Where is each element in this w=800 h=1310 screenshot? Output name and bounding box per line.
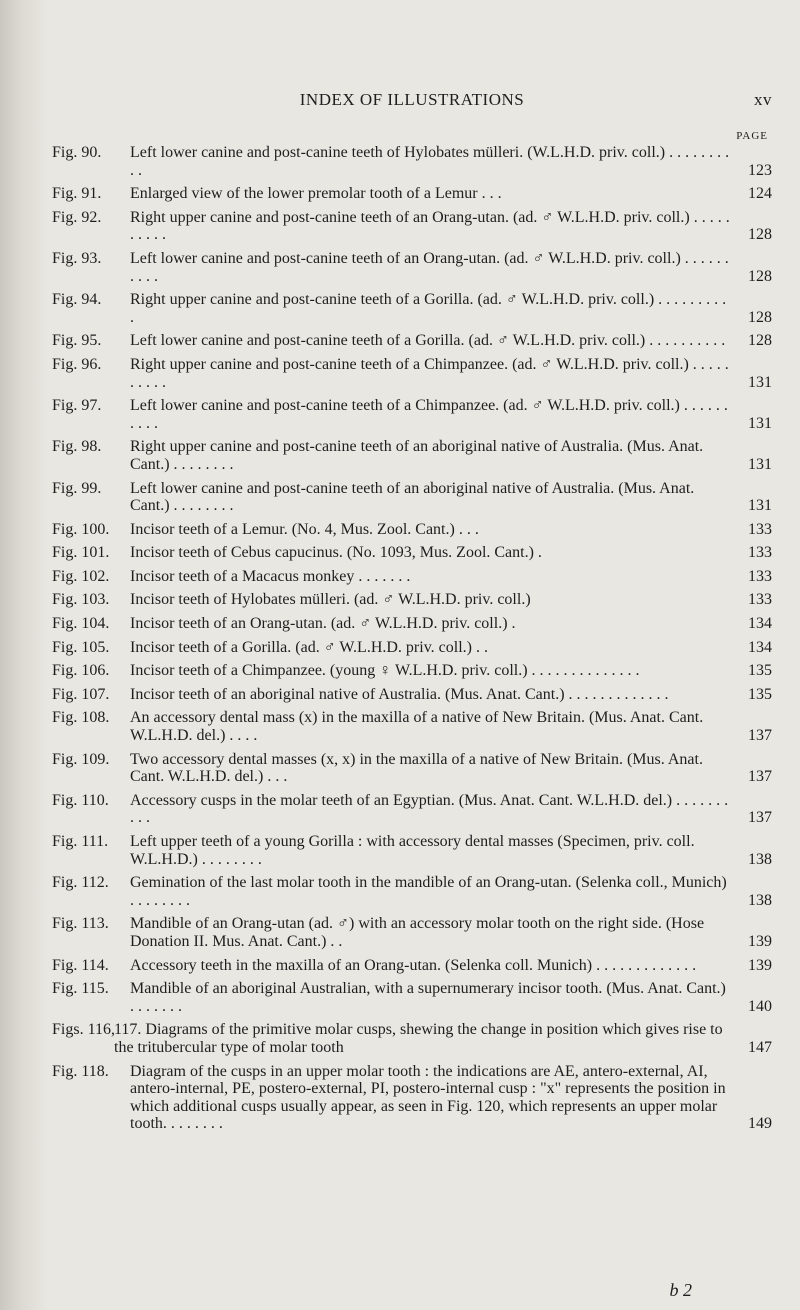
figure-description: Right upper canine and post-canine teeth of a Chimpanzee. (ad. ♂ W.L.H.D. priv. coll.) . . . . . . . . . . [130, 355, 729, 391]
figure-number: Fig. 95. [52, 332, 102, 350]
figure-description: Incisor teeth of a Lemur. (No. 4, Mus. Zool. Cant.) . . . [130, 520, 479, 538]
index-entry [52, 144, 772, 179]
document-page [52, 0, 772, 1310]
index-entry [52, 751, 772, 786]
page-reference: 133 [748, 544, 772, 562]
page-reference: 133 [748, 591, 772, 609]
figure-number: Fig. 108. [52, 709, 110, 727]
figure-number: Fig. 90. [52, 144, 102, 161]
figure-number: Fig. 93. [52, 249, 102, 267]
figure-description: Incisor teeth of an Orang-utan. (ad. ♂ W.L.H.D. priv. coll.) . [130, 615, 516, 633]
figure-description: Accessory cusps in the molar teeth of an Egyptian. (Mus. Anat. Cant. W.L.H.D. del.) . . . . . . . . . . [130, 791, 729, 827]
page-reference: 137 [748, 727, 772, 745]
index-entry [52, 639, 772, 657]
figure-number: Fig. 102. [52, 567, 110, 585]
index-entry [52, 686, 772, 704]
index-entry [52, 332, 772, 350]
page-reference: 128 [748, 308, 772, 326]
figure-number: Fig. 118. [52, 1062, 109, 1080]
page-reference: 147 [748, 1038, 772, 1056]
page-reference: 133 [748, 520, 772, 538]
index-entry [52, 209, 772, 244]
page-reference: 128 [748, 332, 772, 350]
index-entry [52, 591, 772, 609]
page-reference: 131 [748, 455, 772, 473]
index-entry [52, 438, 772, 473]
figure-description: Left lower canine and post-canine teeth of an Orang-utan. (ad. ♂ W.L.H.D. priv. coll.) . . . . . . . . . . [130, 249, 729, 285]
figure-number: Figs. 116, [52, 1021, 115, 1039]
figure-number: Fig. 98. [52, 438, 102, 456]
figure-description: Incisor teeth of Hylobates mülleri. (ad. ♂ W.L.H.D. priv. coll.) [130, 591, 531, 609]
page-reference: 134 [748, 615, 772, 633]
page-reference: 131 [748, 497, 772, 515]
page-reference: 137 [748, 809, 772, 827]
figure-description: Accessory teeth in the maxilla of an Orang-utan. (Selenka coll. Munich) . . . . . . . . . . . . . [130, 956, 697, 974]
page-reference: 128 [748, 226, 772, 244]
signature-mark: b 2 [669, 1280, 692, 1300]
page-reference: 149 [748, 1115, 772, 1133]
figure-number: Fig. 91. [52, 185, 102, 203]
illustration-index-list [52, 144, 772, 1139]
page-reference: 137 [748, 768, 772, 786]
figure-number: Fig. 99. [52, 479, 102, 497]
index-entry [52, 874, 772, 909]
index-entry [52, 662, 772, 680]
figure-number: Fig. 111. [52, 833, 109, 850]
index-entry [52, 980, 772, 1015]
page-reference: 139 [748, 932, 772, 950]
figure-number: Fig. 97. [52, 397, 102, 415]
figure-number: Fig. 112. [52, 874, 109, 892]
figure-number: Fig. 104. [52, 615, 110, 633]
figure-description: Mandible of an Orang-utan (ad. ♂) with an accessory molar tooth on the right side. (Hose Donation II. Mus. Anat. Cant.) . . [130, 915, 705, 950]
page-reference: 131 [748, 373, 772, 391]
page-reference: 139 [748, 956, 772, 974]
index-entry [52, 792, 772, 827]
figure-description: Mandible of an aboriginal Australian, with a supernumerary incisor tooth. (Mus. Anat. Cant.) . . . . . . . [130, 980, 726, 1015]
index-entry [52, 1021, 772, 1056]
figure-description: Left lower canine and post-canine teeth of a Chimpanzee. (ad. ♂ W.L.H.D. priv. coll.) . . . . . . . . . . [130, 397, 728, 432]
figure-description: Left upper teeth of a young Gorilla : with accessory dental masses (Specimen, priv. coll. W.L.H.D.) . . . . . . . . [130, 833, 695, 868]
figure-number: Fig. 110. [52, 791, 109, 809]
index-entry [52, 480, 772, 515]
figure-number: Fig. 92. [52, 208, 102, 226]
index-entry [52, 291, 772, 326]
figure-number: Fig. 115. [52, 980, 109, 998]
page-reference: 135 [748, 685, 772, 703]
figure-description: Incisor teeth of Cebus capucinus. (No. 1093, Mus. Zool. Cant.) . [130, 544, 542, 562]
index-entry [52, 397, 772, 432]
index-entry [52, 356, 772, 391]
index-entry [52, 915, 772, 950]
index-entry [52, 250, 772, 285]
header-title: INDEX OF ILLUSTRATIONS [299, 90, 525, 109]
page-reference: 131 [748, 414, 772, 432]
figure-number: Fig. 114. [52, 956, 109, 974]
page-reference: 134 [748, 638, 772, 656]
figure-number: Fig. 94. [52, 291, 102, 309]
index-entry [52, 185, 772, 203]
figure-description: Incisor teeth of a Gorilla. (ad. ♂ W.L.H.D. priv. coll.) . . [130, 638, 488, 656]
page-reference: 138 [748, 850, 772, 868]
index-entry [52, 833, 772, 868]
page-reference: 124 [748, 185, 772, 203]
figure-description: Gemination of the last molar tooth in the mandible of an Orang-utan. (Selenka coll., Munich) . . . . . . . . [130, 874, 727, 909]
figure-description: Right upper canine and post-canine teeth of an Orang-utan. (ad. ♂ W.L.H.D. priv. coll.) . . . . . . . . . . [130, 208, 730, 244]
figure-number: Fig. 101. [52, 544, 110, 562]
figure-description: Left lower canine and post-canine teeth of an aboriginal native of Australia. (Mus. Anat. Cant.) . . . . . . . . [130, 479, 695, 515]
figure-description: An accessory dental mass (x) in the maxilla of a native of New Britain. (Mus. Anat. Cant. W.L.H.D. del.) . . . . [130, 709, 704, 745]
page-reference: 135 [748, 662, 772, 680]
index-entry [52, 568, 772, 586]
figure-description: Incisor teeth of an aboriginal native of Australia. (Mus. Anat. Cant.) . . . . . . . . . . . . . [130, 685, 669, 703]
figure-description: Incisor teeth of a Chimpanzee. (young ♀ W.L.H.D. priv. coll.) . . . . . . . . . . . . . . [130, 662, 640, 680]
page-reference: 123 [748, 161, 772, 179]
figure-number: Fig. 106. [52, 662, 110, 680]
figure-number: Fig. 109. [52, 750, 110, 768]
index-entry [52, 957, 772, 975]
index-entry [52, 1063, 772, 1133]
page-column-label: PAGE [736, 130, 768, 142]
index-entry [52, 615, 772, 633]
figure-description: Incisor teeth of a Macacus monkey . . . . . . . [130, 567, 411, 585]
figure-number: Fig. 113. [52, 915, 109, 933]
page-reference: 128 [748, 267, 772, 285]
figure-description: Right upper canine and post-canine teeth of an aboriginal native of Australia. (Mus. Anat. Cant.) . . . . . . . . [130, 438, 704, 473]
figure-description: Two accessory dental masses (x, x) in the maxilla of a native of New Britain. (Mus. Anat. Cant. W.L.H.D. del.) . . . [130, 750, 703, 786]
figure-number: Fig. 100. [52, 520, 110, 538]
figure-description: Right upper canine and post-canine teeth of a Gorilla. (ad. ♂ W.L.H.D. priv. coll.) . . . . . . . . . . [130, 291, 727, 326]
page-reference: 140 [748, 997, 772, 1015]
figure-description: Left lower canine and post-canine teeth of a Gorilla. (ad. ♂ W.L.H.D. priv. coll.) . . . . . . . . . . [130, 332, 726, 350]
figure-description: 117. Diagrams of the primitive molar cusps, shewing the change in position which gives rise to the tritubercular type of molar tooth [114, 1021, 723, 1056]
book-spine-shadow [0, 0, 48, 1310]
header-page-number: xv [754, 90, 772, 109]
index-entry [52, 709, 772, 744]
figure-number: Fig. 96. [52, 355, 102, 373]
page-reference: 133 [748, 567, 772, 585]
figure-number: Fig. 103. [52, 591, 110, 609]
running-header [52, 90, 772, 114]
page-reference: 138 [748, 891, 772, 909]
figure-number: Fig. 105. [52, 638, 110, 656]
figure-number: Fig. 107. [52, 685, 110, 703]
figure-description: Enlarged view of the lower premolar tooth of a Lemur . . . [130, 185, 502, 203]
index-entry [52, 521, 772, 539]
figure-description: Diagram of the cusps in an upper molar tooth : the indications are AE, antero-external, AI, antero-internal, PE, postero-external, PI, postero-internal cusp : "x" represents the position in which additional cusps usually appear, as seen in Fig. 120, which represents an upper molar tooth. . . . . . . . [130, 1062, 726, 1133]
index-entry [52, 544, 772, 562]
figure-description: Left lower canine and post-canine teeth of Hylobates mülleri. (W.L.H.D. priv. coll.) . . . . . . . . . . [130, 144, 730, 179]
